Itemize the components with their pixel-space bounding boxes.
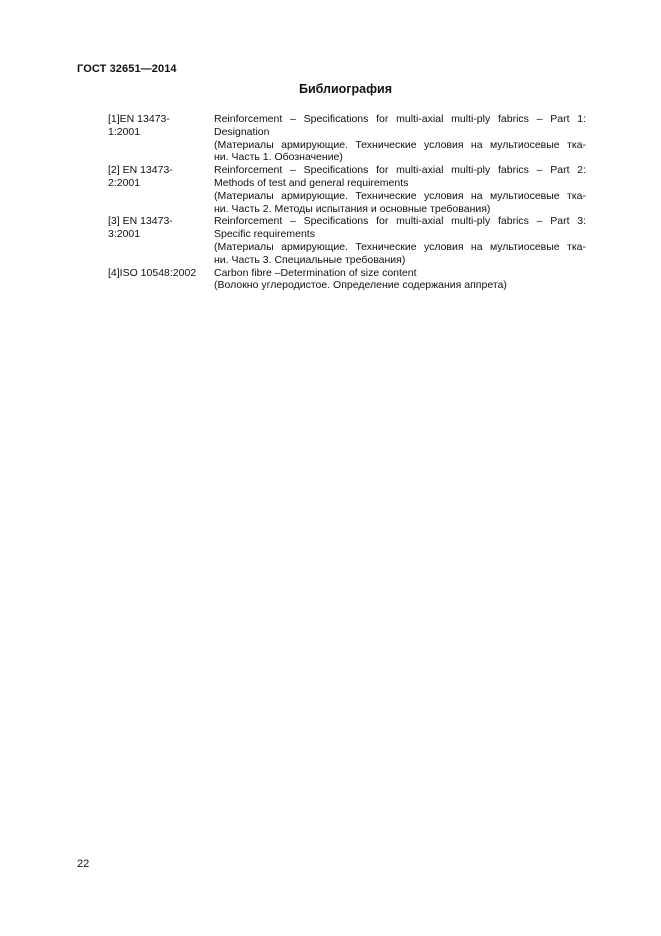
reference-line: 3:2001 [108,228,141,241]
reference-line: 2:2001 [108,176,141,189]
entry-reference [108,215,206,241]
entry-reference [108,113,206,139]
reference-line: [2] EN 13473- [108,164,173,177]
bibliography-entry [108,164,586,215]
entry-reference [108,164,206,190]
english-title-line: Designation [214,125,270,138]
bibliography-entry [108,113,586,164]
document-code: ГОСТ 32651—2014 [77,63,177,75]
russian-title-line: ни. Часть 2. Методы испытания и основные требования) [214,202,491,215]
bibliography-entry [108,215,586,266]
english-title-line: Reinforcement – Specifications for multi-axial multi-ply fabrics – Part 2: [214,164,586,177]
reference-line: [3] EN 13473- [108,215,173,228]
reference-line: 1:2001 [108,125,141,138]
english-title-line: Reinforcement – Specifications for multi-axial multi-ply fabrics – Part 3: [214,215,586,228]
english-title-line: Carbon fibre –Determination of size content [214,266,417,279]
bibliography-entry [108,267,586,293]
bibliography-title: Библиография [298,82,393,96]
reference-line: [1]EN 13473- [108,113,170,125]
page-number: 22 [77,858,90,870]
english-title-line: Specific requirements [214,228,315,241]
entry-body [214,164,586,215]
entry-body [214,113,586,164]
entry-body [214,267,586,293]
entry-reference [108,267,206,280]
bibliography-list [108,113,586,292]
english-title-line: Methods of test and general requirements [214,176,409,189]
russian-title-line: (Материалы армирующие. Технические условия на мультиосевые тка- [214,189,586,202]
reference-line: [4]ISO 10548:2002 [108,266,197,279]
entry-body [214,215,586,266]
russian-title-line: ни. Часть 3. Специальные требования) [214,253,406,266]
russian-title-line: ни. Часть 1. Обозначение) [214,151,343,164]
russian-title-line: (Материалы армирующие. Технические условия на мультиосевые тка- [214,138,586,151]
english-title-line: Reinforcement – Specifications for multi-axial multi-ply fabrics – Part 1: [214,113,586,125]
russian-title-line: (Волокно углеродистое. Определение содержания аппрета) [214,279,507,292]
russian-title-line: (Материалы армирующие. Технические условия на мультиосевые тка- [214,240,586,253]
